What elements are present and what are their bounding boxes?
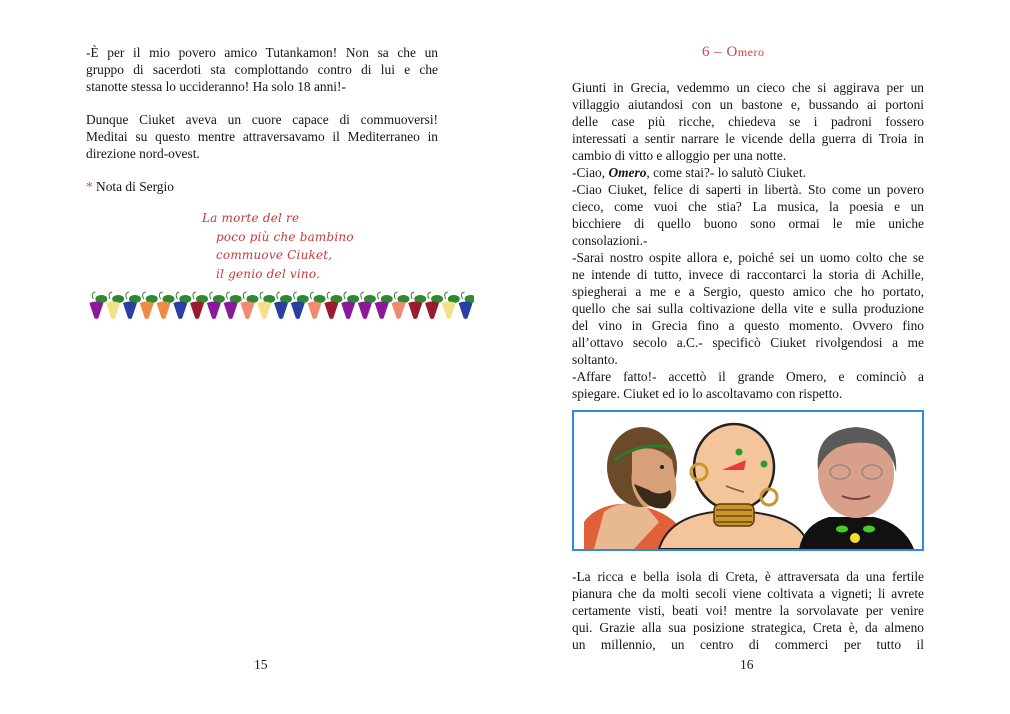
greeting-name: Omero xyxy=(608,165,647,180)
illustration-omero-ciuket-sergio xyxy=(572,410,924,551)
text-line: -Ciao Ciuket, felice di saperti in libertà. Sto come un povero xyxy=(572,182,924,197)
text-line: delle case più ricche, chiedeva se i padroni fossero xyxy=(572,114,924,129)
text-line: consolazioni.- xyxy=(572,233,648,248)
chapter-title xyxy=(702,44,765,61)
poem xyxy=(202,209,354,283)
greeting-after: , come stai?- lo salutò Ciuket. xyxy=(646,165,806,180)
text-line: qui. Grazie alla sua posizione strategica, Creta è, da almeno xyxy=(572,620,924,635)
greeting-line xyxy=(572,164,924,181)
text-line: gruppo di sacerdoti sta complottando contro di lui e che xyxy=(86,62,438,77)
chapter-title-number: 6 – O xyxy=(702,44,738,60)
text-line: Giunti in Grecia, vedemmo un cieco che si aggirava per un xyxy=(572,80,924,95)
poem-line: poco più che bambino xyxy=(216,229,354,244)
page-number-right: 16 xyxy=(740,657,754,672)
characters-illustration-icon xyxy=(574,412,922,549)
left-paragraph-2 xyxy=(86,111,438,162)
text-line: cieco, come vuoi che stia? La musica, la poesia e un xyxy=(572,199,924,214)
text-line: -È per il mio povero amico Tutankamon! Non sa che un xyxy=(86,45,438,60)
greeting-before: -Ciao, xyxy=(572,165,609,180)
text-line: interessati a sentir narrare le vicende della guerra di Troia in xyxy=(572,131,924,146)
text-line: pianura che da molti secoli viene coltivata a vigneti; li avrete xyxy=(572,586,924,601)
text-line: -La ricca e bella isola di Creta, è attraversata da una fertile xyxy=(572,569,924,584)
text-line: stanotte stessa lo uccideranno! Ha solo 18 anni!- xyxy=(86,79,346,94)
chapter-title-rest: mero xyxy=(737,45,765,59)
poem-line: commuove Ciuket, xyxy=(216,248,333,262)
text-line: quello che sai sulla coltivazione della vite e sulla produzione xyxy=(572,301,924,316)
text-line: certamente visti, beati voi! mentre la sorvolavate per venire xyxy=(572,603,924,618)
right-paragraph-5 xyxy=(572,568,924,653)
text-line: bicchiere di quello buono sono ormai le mie uniche xyxy=(572,216,924,231)
text-line: soltanto. xyxy=(572,352,618,367)
author-note xyxy=(86,178,174,195)
right-paragraph-1 xyxy=(572,79,924,402)
text-line: ne intende di tutto, invece di raccontarci la storia di Achille, xyxy=(572,267,924,282)
text-line: villaggio aiutandosi con un bastone e, bussando ai portoni xyxy=(572,97,924,112)
text-line: spiegherai a me e a Sergio, questo amico che ho portato, xyxy=(572,284,924,299)
page-number-left: 15 xyxy=(254,657,268,672)
text-line: Meditai su questo mentre attraversavamo il Mediterraneo in xyxy=(86,129,438,144)
text-line: un millennio, un centro di commerci per tutto il xyxy=(572,637,924,652)
text-line: spiegare. Ciuket ed io lo ascoltavamo con rispetto. xyxy=(572,386,843,401)
text-line: -Sarai nostro ospite allora e, poiché sei un uomo colto che se xyxy=(572,250,924,265)
text-line: direzione nord-ovest. xyxy=(86,146,200,161)
note-text: Nota di Sergio xyxy=(92,179,174,194)
text-line: Dunque Ciuket aveva un cuore capace di commuoversi! xyxy=(86,112,438,127)
text-line: all’ottavo secolo a.C.- specificò Ciuket rivolgendosi a me xyxy=(572,335,924,350)
note-asterisk: * xyxy=(86,179,93,194)
text-line: -Affare fatto!- accettò il grande Omero, e cominciò a xyxy=(572,369,924,384)
poem-line: il genio del vino. xyxy=(216,266,321,281)
poem-line: La morte del re xyxy=(202,211,300,225)
text-line: del vino in Grecia fino a questo momento. Ovvero fino xyxy=(572,318,924,333)
left-paragraph-1 xyxy=(86,44,438,95)
text-line: cambio di vitto e alloggio per una notte. xyxy=(572,148,787,163)
grape-vine-border-icon xyxy=(88,291,474,321)
